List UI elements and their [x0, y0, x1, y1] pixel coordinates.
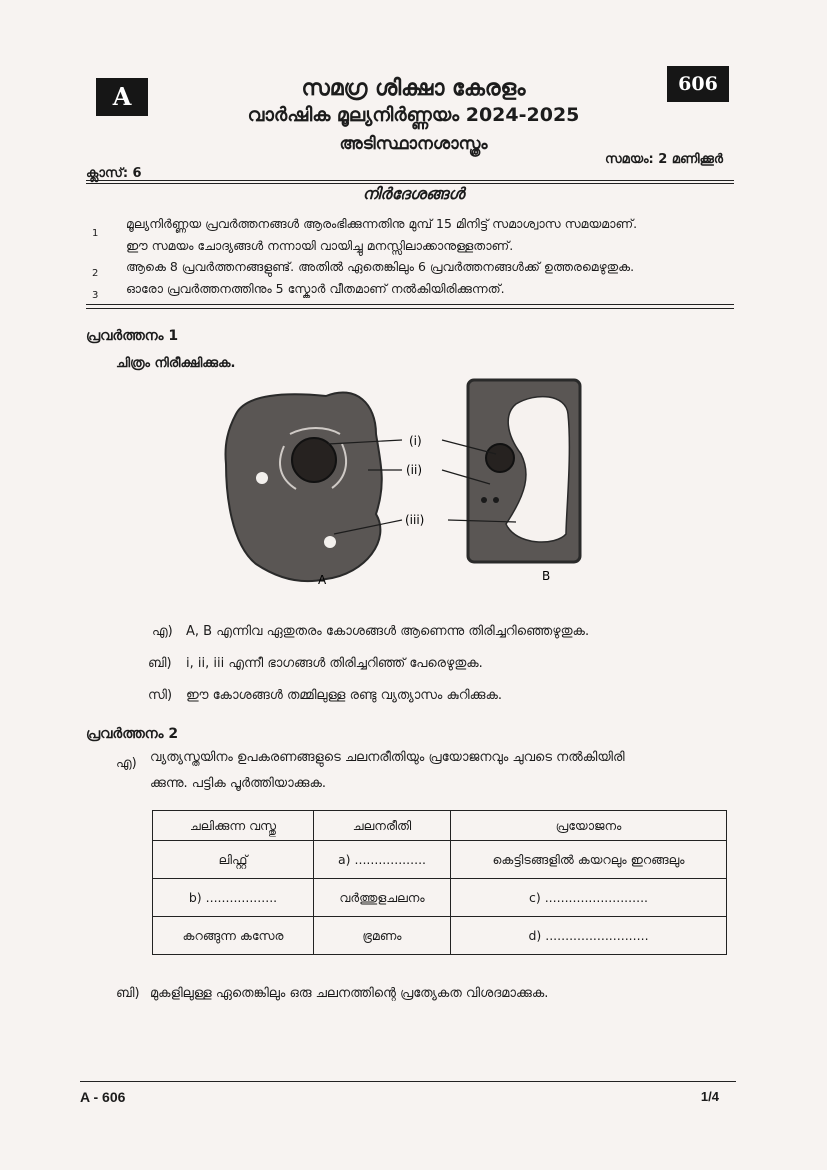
q1c-label: സി): [148, 688, 173, 703]
table-row: [153, 841, 727, 879]
table-header-cell: ചലിക്കുന്ന വസ്തു: [153, 811, 314, 841]
class-label: ക്ലാസ്: 6: [86, 166, 142, 181]
cell-a-outline: [225, 392, 381, 581]
figure-label-i: (i): [409, 434, 422, 448]
instruction-2: ആകെ 8 പ്രവർത്തനങ്ങളുണ്ട്. അതിൽ ഏതെങ്കിലും 6 പ്രവർത്തനങ്ങൾക്ക് ഉത്തരമെഴുതുക.: [126, 259, 635, 274]
instruction-number: 2: [92, 268, 99, 279]
footer-divider: [80, 1081, 736, 1082]
paper-code-badge: 606: [667, 66, 729, 102]
q2b-label: ബി): [116, 986, 140, 1001]
instructions-divider: [86, 304, 734, 305]
activity-1-heading: പ്രവർത്തനം 1: [86, 328, 179, 344]
instructions-title: നിർദേശങ്ങൾ: [362, 184, 465, 203]
table-cell: കെട്ടിടങ്ങളിൽ കയറലും ഇറങ്ങലും: [451, 841, 727, 879]
instruction-number: 1: [92, 228, 99, 239]
exam-name: വാർഷിക മൂല്യനിർണ്ണയം 2024-2025: [247, 104, 580, 126]
cell-b-organelle-2: [493, 497, 499, 503]
table-header-cell: ചലനരീതി: [314, 811, 451, 841]
q1a-text: A, B എന്നിവ ഏതുതരം കോശങ്ങൾ ആണെന്നു തിരിച്ചറിഞ്ഞെഴുതുക.: [186, 624, 590, 639]
cell-diagram: [216, 374, 596, 592]
figure-label-ii: (ii): [406, 463, 423, 477]
set-badge: A: [96, 78, 148, 116]
table-header-cell: പ്രയോജനം: [451, 811, 727, 841]
q1b-label: ബി): [148, 656, 172, 671]
table-cell: a) ..................: [314, 841, 451, 879]
q2b-text: മുകളിലുള്ള ഏതെങ്കിലും ഒരു ചലനത്തിന്റെ പ്രത്യേകത വിശദമാക്കുക.: [150, 986, 549, 1001]
table-cell: ഭ്രമണം: [314, 917, 451, 955]
instructions-divider-2: [86, 308, 734, 309]
q2a-text-line1: വ്യത്യസ്തയിനം ഉപകരണങ്ങളുടെ ചലനരീതിയും പ്രയോജനവും ചുവടെ നൽകിയിരി: [150, 750, 625, 765]
table-row: [153, 879, 727, 917]
activity-2-heading: പ്രവർത്തനം 2: [86, 726, 179, 742]
cell-b-organelle-1: [481, 497, 487, 503]
q1a-label: എ): [152, 624, 173, 639]
cell-b-nucleus: [486, 444, 514, 472]
cell-a-vacuole-2: [324, 536, 336, 548]
activity-1-prompt: ചിത്രം നിരീക്ഷിക്കുക.: [116, 356, 236, 371]
footer-code: A - 606: [80, 1089, 126, 1105]
q1b-text: i, ii, iii എന്നീ ഭാഗങ്ങൾ തിരിച്ചറിഞ്ഞ് പേരെഴുതുക.: [186, 656, 483, 671]
table-cell: കറങ്ങുന്ന കസേര: [153, 917, 314, 955]
exam-time: സമയം: 2 മണിക്കൂർ: [604, 152, 723, 167]
table-cell: ലിഫ്റ്റ്: [153, 841, 314, 879]
table-cell: b) ..................: [153, 879, 314, 917]
table-header-row: [153, 811, 727, 841]
page-number: 1/4: [700, 1089, 719, 1104]
subject-name: അടിസ്ഥാനശാസ്ത്രം: [339, 134, 488, 154]
table-cell: c) ..........................: [451, 879, 727, 917]
table-row: [153, 917, 727, 955]
instruction-3: ഓരോ പ്രവർത്തനത്തിനും 5 സ്കോർ വീതമാണ് നൽകിയിരിക്കുന്നത്.: [126, 281, 505, 296]
cell-a-nucleus: [292, 438, 336, 482]
q1c-text: ഈ കോശങ്ങൾ തമ്മിലുള്ള രണ്ടു വ്യത്യാസം കുറിക്കുക.: [186, 688, 502, 703]
q2a-label: എ): [116, 756, 137, 771]
instruction-number: 3: [92, 290, 99, 301]
table-cell: d) ..........................: [451, 917, 727, 955]
header-divider: [86, 180, 734, 181]
cell-a-vacuole-1: [256, 472, 268, 484]
figure-label-iii: (iii): [405, 513, 425, 527]
q2a-text-line2: ക്കുന്നു. പട്ടിക പൂർത്തിയാക്കുക.: [150, 776, 327, 791]
motion-table: [152, 810, 727, 955]
table-cell: വർത്തുളചലനം: [314, 879, 451, 917]
instruction-1-line1: മൂല്യനിർണ്ണയ പ്രവർത്തനങ്ങൾ ആരംഭിക്കുന്നതിനു മുമ്പ് 15 മിനിട്ട് സമാശ്വാസ സമയമാണ്.: [126, 216, 638, 231]
figure-label-a: A: [318, 573, 327, 587]
page-title: സമഗ്ര ശിക്ഷാ കേരളം: [301, 76, 526, 101]
instruction-1-line2: ഈ സമയം ചോദ്യങ്ങൾ നന്നായി വായിച്ചു മനസ്സിലാക്കാനുള്ളതാണ്.: [126, 238, 514, 253]
figure-label-b: B: [542, 569, 551, 583]
